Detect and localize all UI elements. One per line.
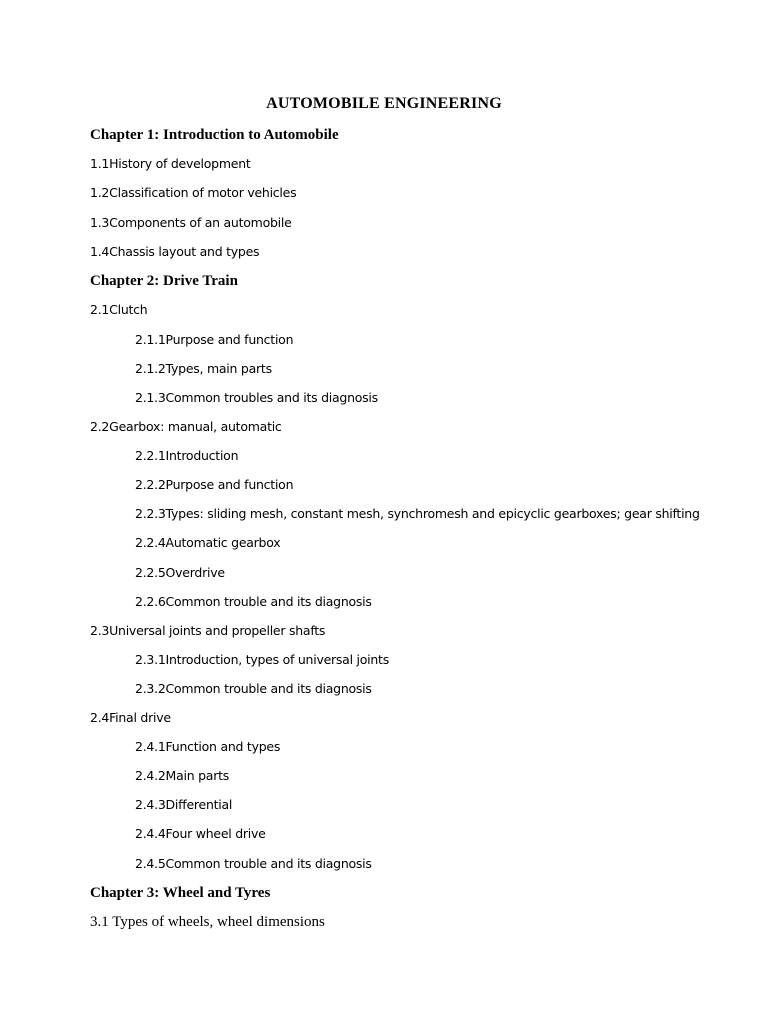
toc-subitem: 2.2.2Purpose and function bbox=[135, 477, 294, 492]
toc-subitem: 2.4.3Differential bbox=[135, 797, 233, 812]
toc-subitem: 2.2.6Common trouble and its diagnosis bbox=[135, 594, 372, 609]
chapter-1-heading: Chapter 1: Introduction to Automobile bbox=[90, 127, 339, 143]
toc-section: 2.1Clutch bbox=[90, 302, 148, 317]
toc-subitem: 2.4.4Four wheel drive bbox=[135, 826, 266, 841]
chapter-3-heading: Chapter 3: Wheel and Tyres bbox=[90, 885, 271, 901]
toc-item: 3.1 Types of wheels, wheel dimensions bbox=[90, 914, 325, 930]
toc-subitem: 2.2.3Types: sliding mesh, constant mesh, synchromesh and epicyclic gearboxes; gear shifting bbox=[135, 506, 700, 521]
toc-subitem: 2.3.1Introduction, types of universal joints bbox=[135, 652, 389, 667]
toc-subitem: 2.2.5Overdrive bbox=[135, 565, 225, 580]
toc-subitem: 2.1.2Types, main parts bbox=[135, 361, 272, 376]
toc-subitem: 2.3.2Common trouble and its diagnosis bbox=[135, 681, 372, 696]
toc-subitem: 2.4.1Function and types bbox=[135, 739, 281, 754]
toc-item: 1.2Classification of motor vehicles bbox=[90, 185, 297, 200]
toc-item: 1.4Chassis layout and types bbox=[90, 244, 260, 259]
document-title: AUTOMOBILE ENGINEERING bbox=[266, 95, 502, 112]
toc-section: 2.2Gearbox: manual, automatic bbox=[90, 419, 282, 434]
toc-subitem: 2.1.1Purpose and function bbox=[135, 332, 294, 347]
toc-subitem: 2.4.2Main parts bbox=[135, 768, 230, 783]
toc-item: 1.1History of development bbox=[90, 156, 251, 171]
toc-subitem: 2.2.4Automatic gearbox bbox=[135, 535, 281, 550]
toc-item: 1.3Components of an automobile bbox=[90, 215, 292, 230]
toc-subitem: 2.4.5Common trouble and its diagnosis bbox=[135, 856, 372, 871]
toc-section: 2.3Universal joints and propeller shafts bbox=[90, 623, 326, 638]
chapter-2-heading: Chapter 2: Drive Train bbox=[90, 273, 238, 289]
toc-section: 2.4Final drive bbox=[90, 710, 171, 725]
toc-subitem: 2.2.1Introduction bbox=[135, 448, 239, 463]
toc-subitem: 2.1.3Common troubles and its diagnosis bbox=[135, 390, 378, 405]
